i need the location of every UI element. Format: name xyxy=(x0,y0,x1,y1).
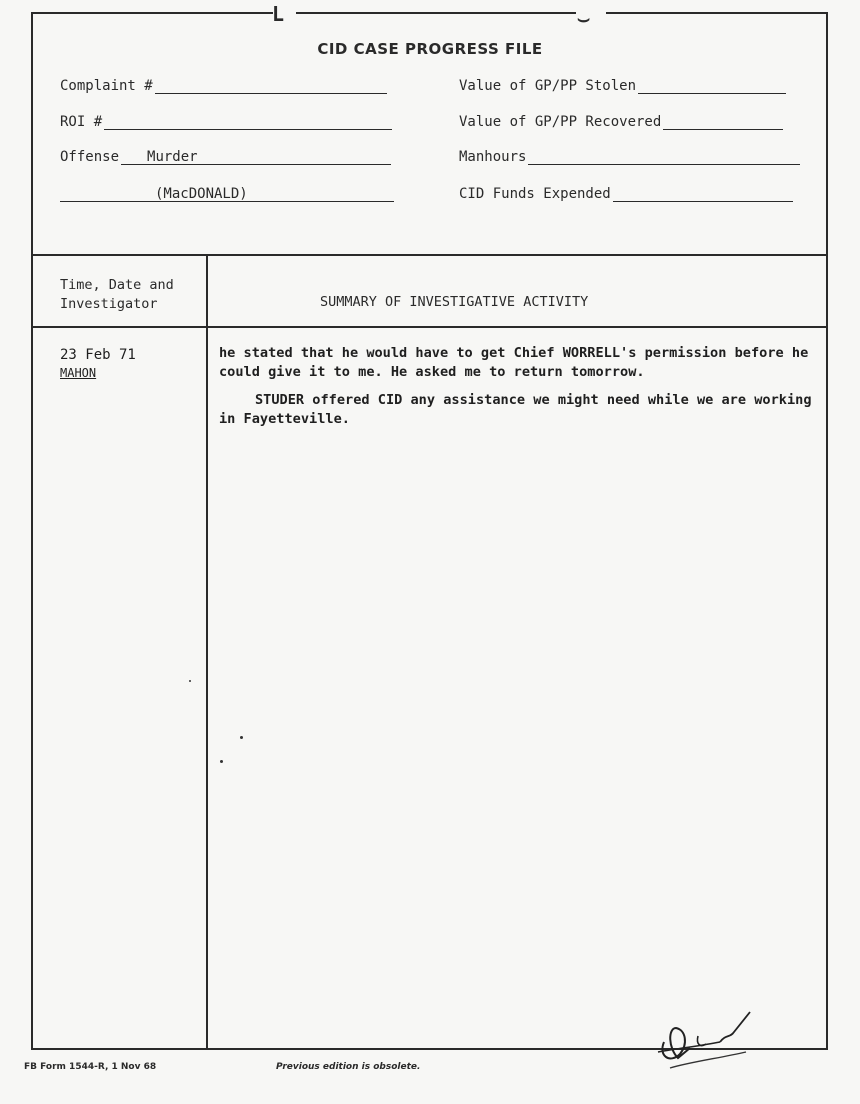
manhours-label: Manhours xyxy=(459,149,527,165)
punch-mark-left: L xyxy=(272,2,285,26)
value-stolen-field xyxy=(459,78,786,94)
cid-funds-field xyxy=(459,186,793,202)
top-border-right xyxy=(606,12,828,14)
complaint-value xyxy=(155,78,387,94)
signature-initials xyxy=(650,1008,760,1092)
cid-funds-value xyxy=(613,186,793,202)
entry-summary xyxy=(219,344,819,438)
cid-funds-label: CID Funds Expended xyxy=(459,186,611,202)
column-header-summary: SUMMARY OF INVESTIGATIVE ACTIVITY xyxy=(320,294,589,310)
column-divider xyxy=(206,254,208,1050)
punch-mark-right: ⌣ xyxy=(577,6,591,30)
summary-paragraph-1: he stated that he would have to get Chief WORRELL's permission before he could give it to me. He asked me to return tomorrow. xyxy=(219,345,809,380)
entry-date: 23 Feb 71 xyxy=(60,347,136,363)
obsolete-note: Previous edition is obsolete. xyxy=(276,1062,421,1072)
scan-speck xyxy=(240,736,243,739)
value-stolen-label: Value of GP/PP Stolen xyxy=(459,78,637,94)
form-number: FB Form 1544-R, 1 Nov 68 xyxy=(24,1062,157,1072)
scan-speck xyxy=(220,760,223,763)
header-divider xyxy=(31,254,828,256)
complaint-field xyxy=(60,78,387,94)
value-recovered-field xyxy=(459,114,783,130)
entry-investigator: MAHON xyxy=(60,366,97,380)
offense-label: Offense xyxy=(60,149,120,165)
form-frame xyxy=(31,12,828,1050)
value-recovered-value xyxy=(663,114,783,130)
column-header-divider xyxy=(31,326,828,328)
column-header-time-date: Time, Date and Investigator xyxy=(60,277,174,312)
roi-label: ROI # xyxy=(60,114,103,130)
value-stolen-value xyxy=(638,78,786,94)
complaint-label: Complaint # xyxy=(60,78,153,94)
scan-speck xyxy=(189,680,191,682)
offense-value: Murder xyxy=(121,149,391,165)
top-border-middle xyxy=(296,12,576,14)
summary-paragraph-2: STUDER offered CID any assistance we might need while we are working in Fayetteville. xyxy=(219,392,812,427)
manhours-value xyxy=(528,149,800,165)
top-border-left xyxy=(31,12,273,14)
subject-value: (MacDONALD) xyxy=(60,186,394,202)
roi-field xyxy=(60,114,392,130)
roi-value xyxy=(104,114,392,130)
offense-field xyxy=(60,149,391,165)
manhours-field xyxy=(459,149,800,165)
entry-date-block xyxy=(60,346,136,382)
value-recovered-label: Value of GP/PP Recovered xyxy=(459,114,662,130)
subject-field xyxy=(60,186,394,202)
form-title: CID CASE PROGRESS FILE xyxy=(317,40,543,58)
